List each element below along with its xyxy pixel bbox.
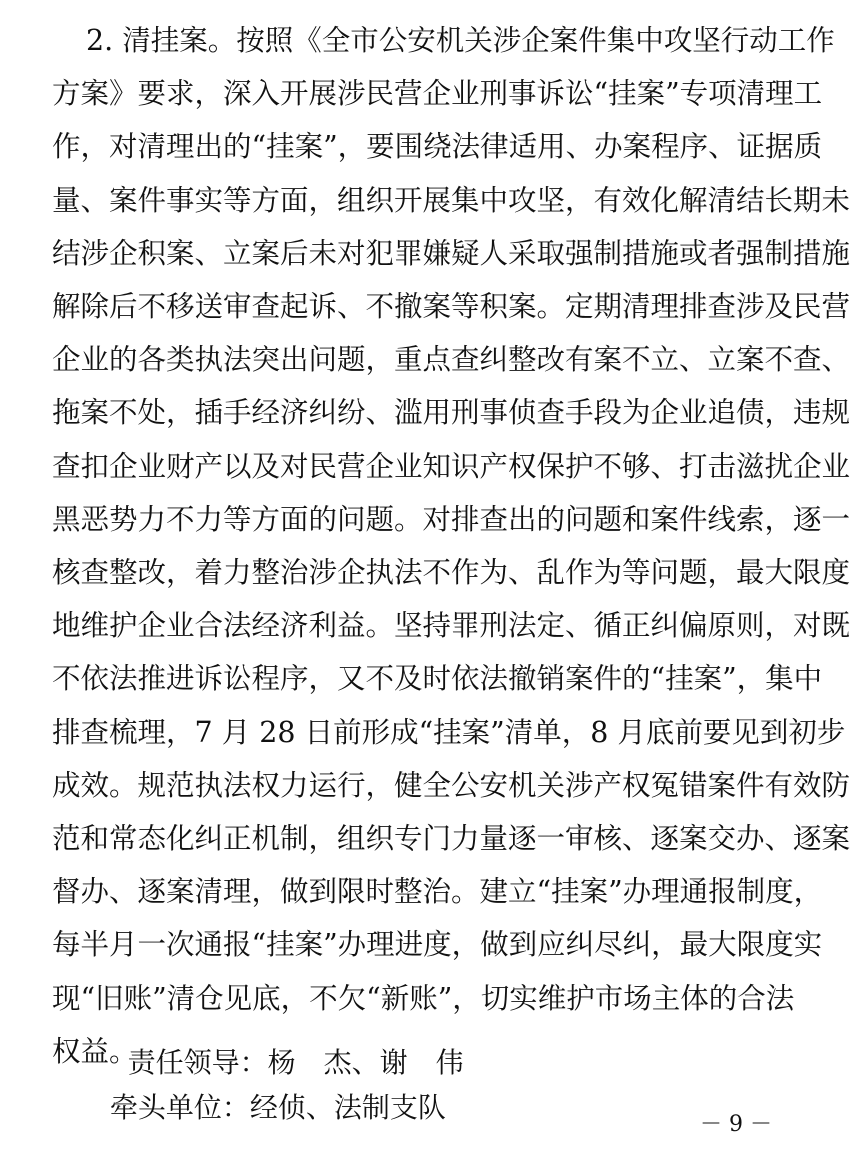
page-number: － 9 － <box>700 1112 772 1137</box>
lead-unit-label: 牵头单位： <box>109 1091 250 1124</box>
paragraph-line: 核查整改，着力整治涉企执法不作为、乱作为等问题，最大限度 <box>52 556 850 589</box>
paragraph-line: 方案》要求，深入开展涉民营企业刑事诉讼“挂案”专项清理工 <box>52 77 823 110</box>
lead-unit <box>92 1048 446 1128</box>
paragraph-line: 排查梳理，7 月 28 日前形成“挂案”清单，8 月底前要见到初步 <box>52 716 846 749</box>
paragraph-line: 范和常态化纠正机制，组织专门力量逐一审核、逐案交办、逐案 <box>52 822 850 855</box>
paragraph-line: 查扣企业财产以及对民营企业知识产权保护不够、打击滋扰企业 <box>52 450 850 483</box>
paragraph-line: 每半月一次通报“挂案”办理进度，做到应纠尽纠，最大限度实 <box>52 928 823 961</box>
paragraph-line: 不依法推进诉讼程序，又不及时依法撤销案件的“挂案”，集中 <box>52 662 823 695</box>
paragraph-line: 权益。 <box>52 1035 138 1068</box>
paragraph-line: 量、案件事实等方面，组织开展集中攻坚，有效化解清结长期未 <box>52 184 850 217</box>
paragraph-line: 督办、逐案清理，做到限时整治。建立“挂案”办理通报制度， <box>52 875 823 908</box>
paragraph-line: 现“旧账”清仓见底，不欠“新账”，切实维护市场主体的合法 <box>52 982 795 1015</box>
paragraph-line: 黑恶势力不力等方面的问题。对排查出的问题和案件线索，逐一 <box>52 503 850 536</box>
lead-unit-names: 经侦、法制支队 <box>249 1091 446 1124</box>
paragraph-line: 企业的各类执法突出问题，重点查纠整改有案不立、立案不查、 <box>52 343 850 376</box>
paragraph-line: 拖案不处，插手经济纠纷、滥用刑事侦查手段为企业追债，违规 <box>52 396 850 429</box>
paragraph-line: 2. 清挂案。按照《全市公安机关涉企案件集中攻坚行动工作 <box>86 24 835 57</box>
paragraph-line: 地维护企业合法经济利益。坚持罪刑法定、循正纠偏原则，对既 <box>52 609 850 642</box>
paragraph-line: 成效。规范执法权力运行，健全公安机关涉产权冤错案件有效防 <box>52 769 850 802</box>
responsible-leader-names: 杨 杰、谢 伟 <box>267 1046 464 1079</box>
responsible-leader-label: 责任领导： <box>127 1046 268 1079</box>
paragraph-line: 结涉企积案、立案后未对犯罪嫌疑人采取强制措施或者强制措施 <box>52 237 850 270</box>
paragraph-line: 作，对清理出的“挂案”，要围绕法律适用、办案程序、证据质 <box>52 130 823 163</box>
paragraph-line: 解除后不移送审查起诉、不撤案等积案。定期清理排查涉及民营 <box>52 290 850 323</box>
